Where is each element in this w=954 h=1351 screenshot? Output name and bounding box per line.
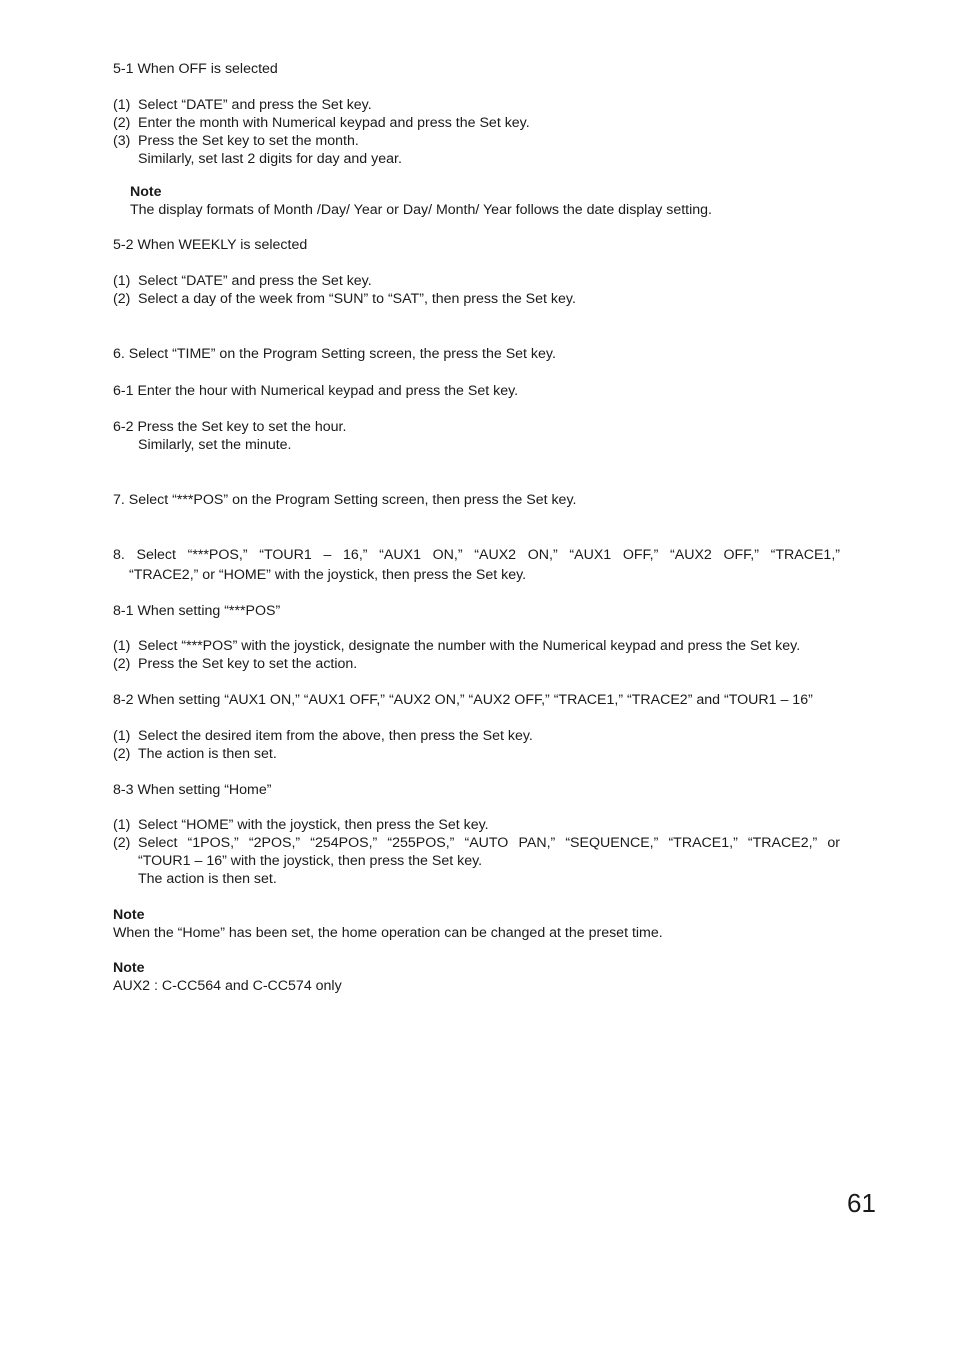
section-6-heading: 6. Select “TIME” on the Program Setting screen, the press the Set key. [113, 346, 556, 362]
section-8-3-heading: 8-3 When setting “Home” [113, 782, 272, 798]
list-item: Select “HOME” with the joystick, then press the Set key. [138, 817, 489, 833]
list-item-continuation: The action is then set. [138, 871, 277, 887]
section-7-heading: 7. Select “***POS” on the Program Setting screen, then press the Set key. [113, 492, 577, 508]
list-item: Enter the month with Numerical keypad and press the Set key. [138, 115, 530, 131]
note-label: Note [130, 184, 162, 200]
section-6-1-text: 6-1 Enter the hour with Numerical keypad and press the Set key. [113, 383, 519, 399]
note-label: Note [113, 907, 145, 923]
section-8-2-heading: 8-2 When setting “AUX1 ON,” “AUX1 OFF,” “AUX2 ON,” “AUX2 OFF,” “TRACE1,” “TRACE2” and “TOUR1 – 16” [113, 692, 813, 708]
section-8-1-heading: 8-1 When setting “***POS” [113, 603, 281, 619]
list-number: (3) [113, 133, 131, 149]
list-item: The action is then set. [138, 746, 277, 762]
section-8-heading-continuation: “TRACE2,” or “HOME” with the joystick, then press the Set key. [129, 567, 527, 583]
section-6-2-text: 6-2 Press the Set key to set the hour. [113, 419, 347, 435]
page-number: 61 [847, 1188, 876, 1218]
list-item: Select a day of the week from “SUN” to “SAT”, then press the Set key. [138, 291, 576, 307]
list-item: Press the Set key to set the action. [138, 656, 358, 672]
section-5-1-heading: 5-1 When OFF is selected [113, 61, 278, 77]
list-item-continuation: Similarly, set last 2 digits for day and year. [138, 151, 402, 167]
list-number: (2) [113, 746, 131, 762]
list-item: Select “1POS,” “2POS,” “254POS,” “255POS,” “AUTO PAN,” “SEQUENCE,” “TRACE1,” “TRACE2,” or [138, 835, 840, 851]
list-number: (1) [113, 817, 131, 833]
list-number: (1) [113, 273, 131, 289]
list-number: (2) [113, 115, 131, 131]
list-number: (2) [113, 656, 131, 672]
list-number: (1) [113, 728, 131, 744]
section-8-heading: 8. Select “***POS,” “TOUR1 – 16,” “AUX1 ON,” “AUX2 ON,” “AUX1 OFF,” “AUX2 OFF,” “TRACE1,” [113, 547, 840, 563]
list-item-continuation: “TOUR1 – 16” with the joystick, then press the Set key. [138, 853, 483, 869]
note-text: When the “Home” has been set, the home operation can be changed at the preset time. [113, 925, 663, 941]
section-6-2-continuation: Similarly, set the minute. [138, 437, 292, 453]
section-5-2-heading: 5-2 When WEEKLY is selected [113, 237, 308, 253]
list-item: Select “***POS” with the joystick, designate the number with the Numerical keypad and press the Set key. [138, 638, 801, 654]
list-number: (2) [113, 835, 131, 851]
note-label: Note [113, 960, 145, 976]
list-number: (2) [113, 291, 131, 307]
list-item: Press the Set key to set the month. [138, 133, 359, 149]
list-item: Select “DATE” and press the Set key. [138, 97, 372, 113]
list-item: Select “DATE” and press the Set key. [138, 273, 372, 289]
list-number: (1) [113, 97, 131, 113]
note-text: AUX2 : C-CC564 and C-CC574 only [113, 978, 342, 994]
list-number: (1) [113, 638, 131, 654]
note-text: The display formats of Month /Day/ Year or Day/ Month/ Year follows the date display setting. [130, 202, 712, 218]
list-item: Select the desired item from the above, then press the Set key. [138, 728, 533, 744]
